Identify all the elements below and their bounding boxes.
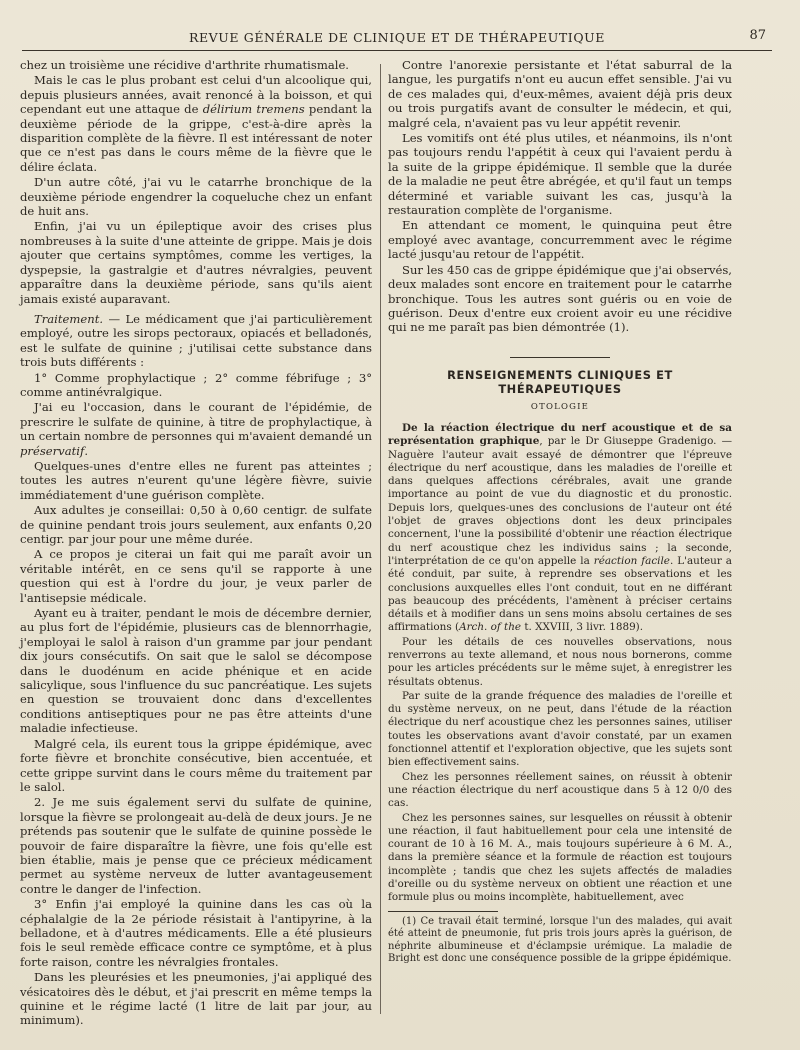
separator-rule [510,357,610,358]
paragraph: 1° Comme prophylactique ; 2° comme fébrifuge ; 3° comme antinévralgique. [20,370,372,399]
paragraph: Par suite de la grande fréquence des maladies de l'oreille et du système nerveux, on ne peut, dans l'étude de la réaction électrique du nerf acoustique chez les personnes saines, utiliser toutes les observations avant d'avoir constaté, par un examen fonctionnel attentif et l'exploration objective, que les sujets sont bien effectivement sains. [388,689,732,769]
paragraph: Pour les détails de ces nouvelles observations, nous renverrons au texte allemand, et nous nous bornerons, comme pour les articles précédents sur le même sujet, à enregistrer les résultats obtenus. [388,635,732,688]
paragraph: 3° Enfin j'ai employé la quinine dans les cas où la céphalalgie de la 2e période résistait à l'antipyrine, à la belladone, et à d'autres médicaments. Elle a été plusieurs fois le seul remède efficace contre ce symptôme, et à plus forte raison, contre les névralgies frontales. [20,897,372,969]
paragraph: Quelques-unes d'entre elles ne furent pas atteintes ; toutes les autres n'eurent qu'une légère fièvre, suivie immédiatement d'une guérison complète. [20,458,372,502]
italic-term: réaction facile [593,554,670,567]
paragraph: Mais le cas le plus probant est celui d'un alcoolique qui, depuis plusieurs années, avait renoncé à la boisson, et qui cependant eut une attaque de délirium tremens pendant la deuxième période de la grippe, c'est-à-dire après la disparition complète de la fièvre. Il est intéressant de noter que ce n'est pas dans le cours même de la fièvre que le délire éclata. [20,73,372,174]
paragraph: En attendant ce moment, le quinquina peut être employé avec avantage, concurremment avec le régime lacté jusqu'au retour de l'appétit. [388,218,732,262]
paragraph: D'un autre côté, j'ai vu le catarrhe bronchique de la deuxième période engendrer la coqueluche chez un enfant de huit ans. [20,175,372,219]
italic-term: préservatif [20,443,85,458]
paragraph: Contre l'anorexie persistante et l'état saburral de la langue, les purgatifs n'ont eu aucun effet sensible. J'ai vu de ces malades qui, d'eux-mêmes, avaient déjà pris deux ou trois purgatifs avant de consulter le médecin, et qui, malgré cela, n'avaient pas vu leur appétit revenir. [388,58,732,130]
paragraph: chez un troisième une récidive d'arthrite rhumatismale. [20,58,349,72]
paragraph: 2. Je me suis également servi du sulfate de quinine, lorsque la fièvre se prolongeait au-delà de deux jours. Je ne prétends pas soutenir que le sulfate de quinine possède le pouvoir de faire disparaître la fièvre, une fois qu'elle est bien établie, mais je pense que ce précieux médicament permet au système nerveux de lutter avantageusement contre le danger de l'infection. [20,795,372,896]
journal-reference: Arch. of the [459,621,522,634]
paragraph: Enfin, j'ai vu un épileptique avoir des crises plus nombreuses à la suite d'une atteinte de grippe. Mais je dois ajouter que certains symptômes, comme les vertiges, la dyspepsie, la gastralgie et d'autres névralgies, peuvent apparaître dans la deuxième période, sans qu'ils aient jamais existé auparavant. [20,219,373,306]
footnote: (1) Ce travail était terminé, lorsque l'un des malades, qui avait été atteint de pneumonie, fut pris trois jours après la guérison, de néphrite albumineuse et d'éclampsie urémique. La maladie de Bright est donc une conséquence possible de la grippe épidémique. [388,915,732,965]
footnote-rule [388,911,498,912]
paragraph: Chez les personnes réellement saines, on réussit à obtenir une réaction électrique du nerf acoustique dans 5 à 12 0/0 des cas. [388,770,732,810]
article-entry: De la réaction électrique du nerf acoustique et de sa représentation graphique, par le Dr Giuseppe Gradenigo. — Naguère l'auteur avait essayé de démontrer que l'épreuve électrique du nerf acoustique, dans les maladies de l'oreille et dans quelques affections cérébrales, avait une grande importance au point de vue du diagnostic et du pronostic. Depuis lors, quelques-unes des conclusions de l'auteur ont été l'objet de graves objections dont les deux principales concernent, l'une la possibilité d'obtenir une réaction électrique du nerf acoustique chez les individus sains ; la seconde, l'interprétation de ce qu'on appelle la réaction facile. L'auteur a été conduit, par suite, à reprendre ses observations et les conclusions auxquelles elles l'ont conduit, tout en ne différant pas beaucoup des précédents, l'amènent à préciser certains détails et à modifier dans un sens moins absolu certaines de ses affirmations (Arch. of the t. XXVIII, 3 livr. 1889). [388,421,732,634]
paragraph: Aux adultes je conseillai: 0,50 à 0,60 centigr. de sulfate de quinine pendant trois jours seulement, aux enfants 0,20 centigr. par jour pour une même durée. [20,503,372,546]
column-divider [380,64,381,1014]
section-subtitle: OTOLOGIE [530,401,590,412]
italic-term: délirium tremens [202,102,305,117]
paragraph: Les vomitifs ont été plus utiles, et néanmoins, ils n'ont pas toujours rendu l'appétit à ceux qui l'avaient perdu à la suite de la grippe épidémique. Il semble que la durée de la maladie ne peut être abrégée, et qu'il faut un temps déterminé et variable suivant les cas, jusqu'à la restauration complète de l'organisme. [388,131,732,218]
left-column [20,58,373,1028]
paragraph: J'ai eu l'occasion, dans le courant de l'épidémie, de prescrire le sulfate de quinine, à titre de prophylactique, à un certain nombre de personnes qui m'avaient demandé un préservatif. [20,400,372,458]
paragraph: A ce propos je citerai un fait qui me paraît avoir un véritable intérêt, en ce sens qu'il se rapporte à une question qui est à l'ordre du jour, je veux parler de l'antisepsie médicale. [20,547,372,605]
page-number: 87 [749,28,766,43]
page-header [22,28,772,51]
paragraph: Sur les 450 cas de grippe épidémique que j'ai observés, deux malades sont encore en traitement pour le catarrhe bronchique. Tous les autres sont guéris ou en voie de guérison. Deux d'entre eux croient avoir eu une récidive qui ne me paraît pas bien démontrée (1). [388,262,732,335]
right-column [388,58,732,1018]
treatment-paragraph: Traitement. — Le médicament que j'ai particulièrement employé, outre les sirops pectoraux, opiacés et belladonés, est le sulfate de quinine ; j'utilisai cette substance dans trois buts différents : [20,311,372,370]
article-title: De la réaction électrique du nerf acoustique et de sa représentation graphique [388,421,732,448]
treatment-heading: Traitement. [34,311,104,326]
paragraph: Dans les pleurésies et les pneumonies, j'ai appliqué des vésicatoires dès le début, et j'ai prescrit en même temps la quinine et le régime lacté (1 litre de lait par jour, au minimum). [20,970,372,1028]
paragraph: Ayant eu à traiter, pendant le mois de décembre dernier, au plus fort de l'épidémie, plusieurs cas de blennorrhagie, j'employai le salol à raison d'un gramme par jour pendant dix jours consécutifs. On sait que le salol se décompose dans le duodénum en acide phénique et en acide salicylique, sous l'influence du suc pancréatique. Les sujets en question se trouvaient donc dans d'excellentes conditions antiseptiques pour ne pas être atteints d'une maladie infectieuse. [20,606,372,736]
article-author: , par le Dr Giuseppe Gradenigo. — [539,435,732,448]
section-title: RENSEIGNEMENTS CLINIQUES ET THÉRAPEUTIQUES [447,367,673,397]
running-head: REVUE GÉNÉRALE DE CLINIQUE ET DE THÉRAPEUTIQUE [188,30,606,45]
paragraph: Malgré cela, ils eurent tous la grippe épidémique, avec forte fièvre et bronchite consécutive, bien accentuée, et cette grippe survint dans le cours même du traitement par le salol. [20,736,372,794]
paragraph: Chez les personnes saines, sur lesquelles on réussit à obtenir une réaction, il faut habituellement pour cela une intensité de courant de 10 à 16 M. A., mais toujours supérieure à 6 M. A., dans la première séance et la formule de réaction est toujours incomplète ; tandis que chez les sujets affectés de maladies d'oreille ou du système nerveux on obtient une réaction et une formule plus ou moins incomplète, habituellement, avec [388,811,732,904]
